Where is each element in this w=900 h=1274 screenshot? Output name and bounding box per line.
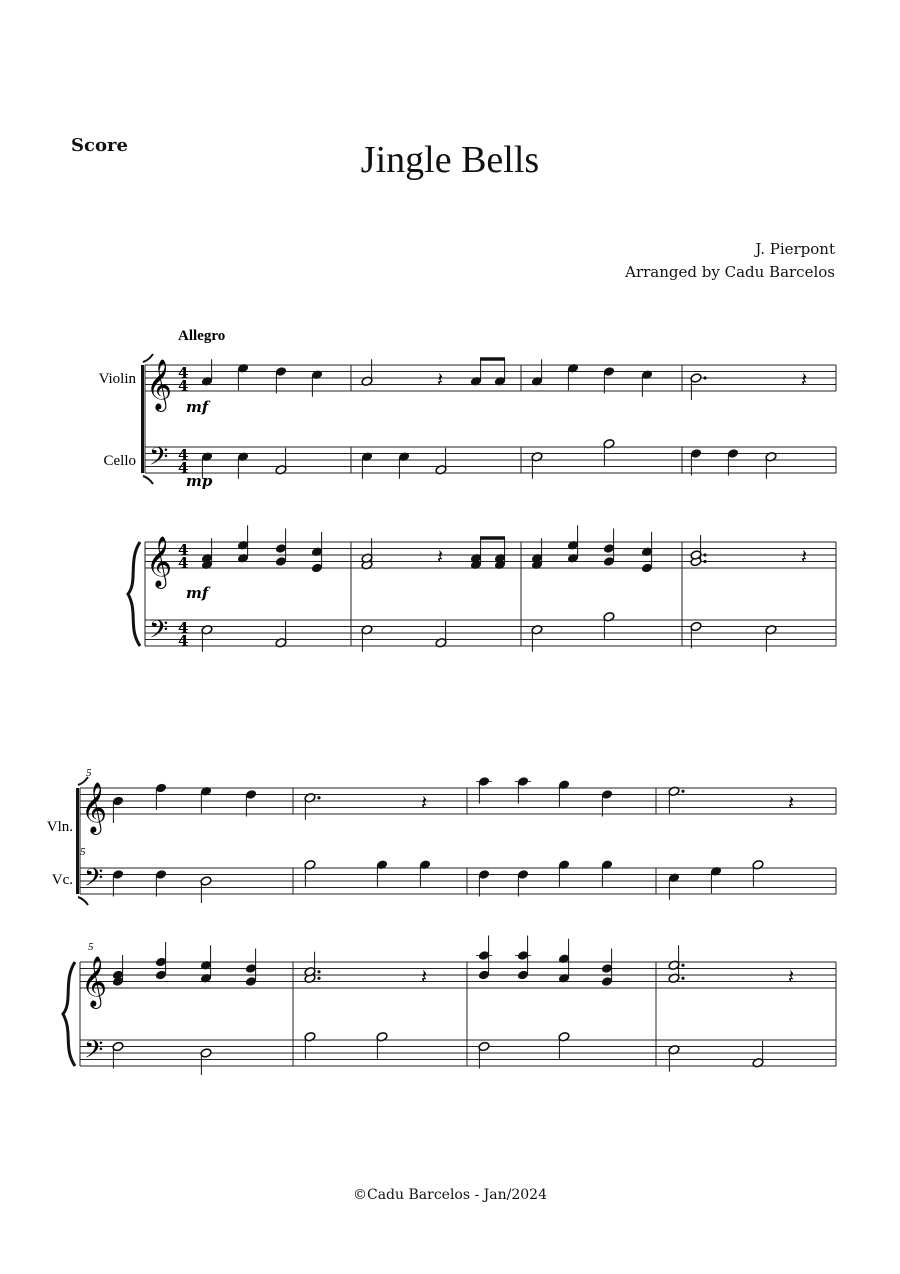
notes bbox=[112, 357, 807, 1075]
measure-number: 5 bbox=[86, 767, 92, 779]
quarter-rest-icon: 𝄽 bbox=[437, 544, 444, 569]
dot bbox=[681, 964, 684, 967]
staff-lines bbox=[63, 354, 836, 1071]
arranger-credit: Arranged by Cadu Barcelos bbox=[625, 263, 835, 281]
treble-clef-icon: 𝄞 bbox=[146, 359, 173, 410]
beam bbox=[480, 536, 505, 540]
quarter-rest-icon: 𝄽 bbox=[788, 790, 795, 815]
dot bbox=[703, 376, 706, 379]
quarter-rest-icon: 𝄽 bbox=[421, 790, 428, 815]
bass-clef-icon: 𝄢 bbox=[84, 863, 104, 899]
time-signature-top: 4 bbox=[178, 364, 189, 382]
time-signature-top: 4 bbox=[178, 619, 189, 637]
system-bracket bbox=[76, 788, 79, 894]
violin-label: Violin bbox=[98, 371, 136, 387]
violin-label-short: Vln. bbox=[46, 819, 73, 835]
bass-clef-icon: 𝄢 bbox=[84, 1035, 104, 1071]
dot bbox=[317, 970, 320, 973]
treble-clef-icon: 𝄞 bbox=[81, 956, 108, 1007]
dynamic-piano: mf bbox=[186, 584, 209, 602]
dynamic-cello: mp bbox=[186, 472, 213, 490]
copyright-footer: ©Cadu Barcelos - Jan/2024 bbox=[353, 1187, 547, 1203]
tempo-marking: Allegro bbox=[178, 328, 226, 344]
dot bbox=[317, 977, 320, 980]
treble-clef-icon: 𝄞 bbox=[146, 536, 173, 587]
score-label: Score bbox=[71, 135, 128, 156]
dynamic-violin: mf bbox=[186, 398, 209, 416]
measure-number: 5 bbox=[80, 846, 86, 858]
system-bracket bbox=[141, 365, 144, 473]
quarter-rest-icon: 𝄽 bbox=[801, 367, 808, 392]
time-signature-bottom: 4 bbox=[178, 554, 189, 572]
time-signature-top: 4 bbox=[178, 446, 189, 464]
dot bbox=[703, 553, 706, 556]
measure-number: 5 bbox=[88, 941, 94, 953]
time-signature-bottom: 4 bbox=[178, 377, 189, 395]
cello-label-short: Vc. bbox=[51, 872, 73, 888]
cello-label: Cello bbox=[103, 453, 136, 469]
composer-credit: J. Pierpont bbox=[755, 240, 835, 258]
page-title: Jingle Bells bbox=[360, 139, 540, 181]
treble-clef-icon: 𝄞 bbox=[81, 782, 108, 833]
time-signature-top: 4 bbox=[178, 541, 189, 559]
time-signature-bottom: 4 bbox=[178, 459, 189, 477]
beam bbox=[480, 357, 505, 361]
quarter-rest-icon: 𝄽 bbox=[437, 367, 444, 392]
time-signature-bottom: 4 bbox=[178, 632, 189, 650]
piano-brace bbox=[63, 962, 75, 1066]
dot bbox=[681, 790, 684, 793]
quarter-rest-icon: 𝄽 bbox=[801, 544, 808, 569]
dot bbox=[681, 977, 684, 980]
dot bbox=[317, 796, 320, 799]
quarter-rest-icon: 𝄽 bbox=[421, 964, 428, 989]
piano-brace bbox=[128, 542, 140, 646]
bass-clef-icon: 𝄢 bbox=[149, 615, 169, 651]
quarter-rest-icon: 𝄽 bbox=[788, 964, 795, 989]
bass-clef-icon: 𝄢 bbox=[149, 442, 169, 478]
dot bbox=[703, 560, 706, 563]
